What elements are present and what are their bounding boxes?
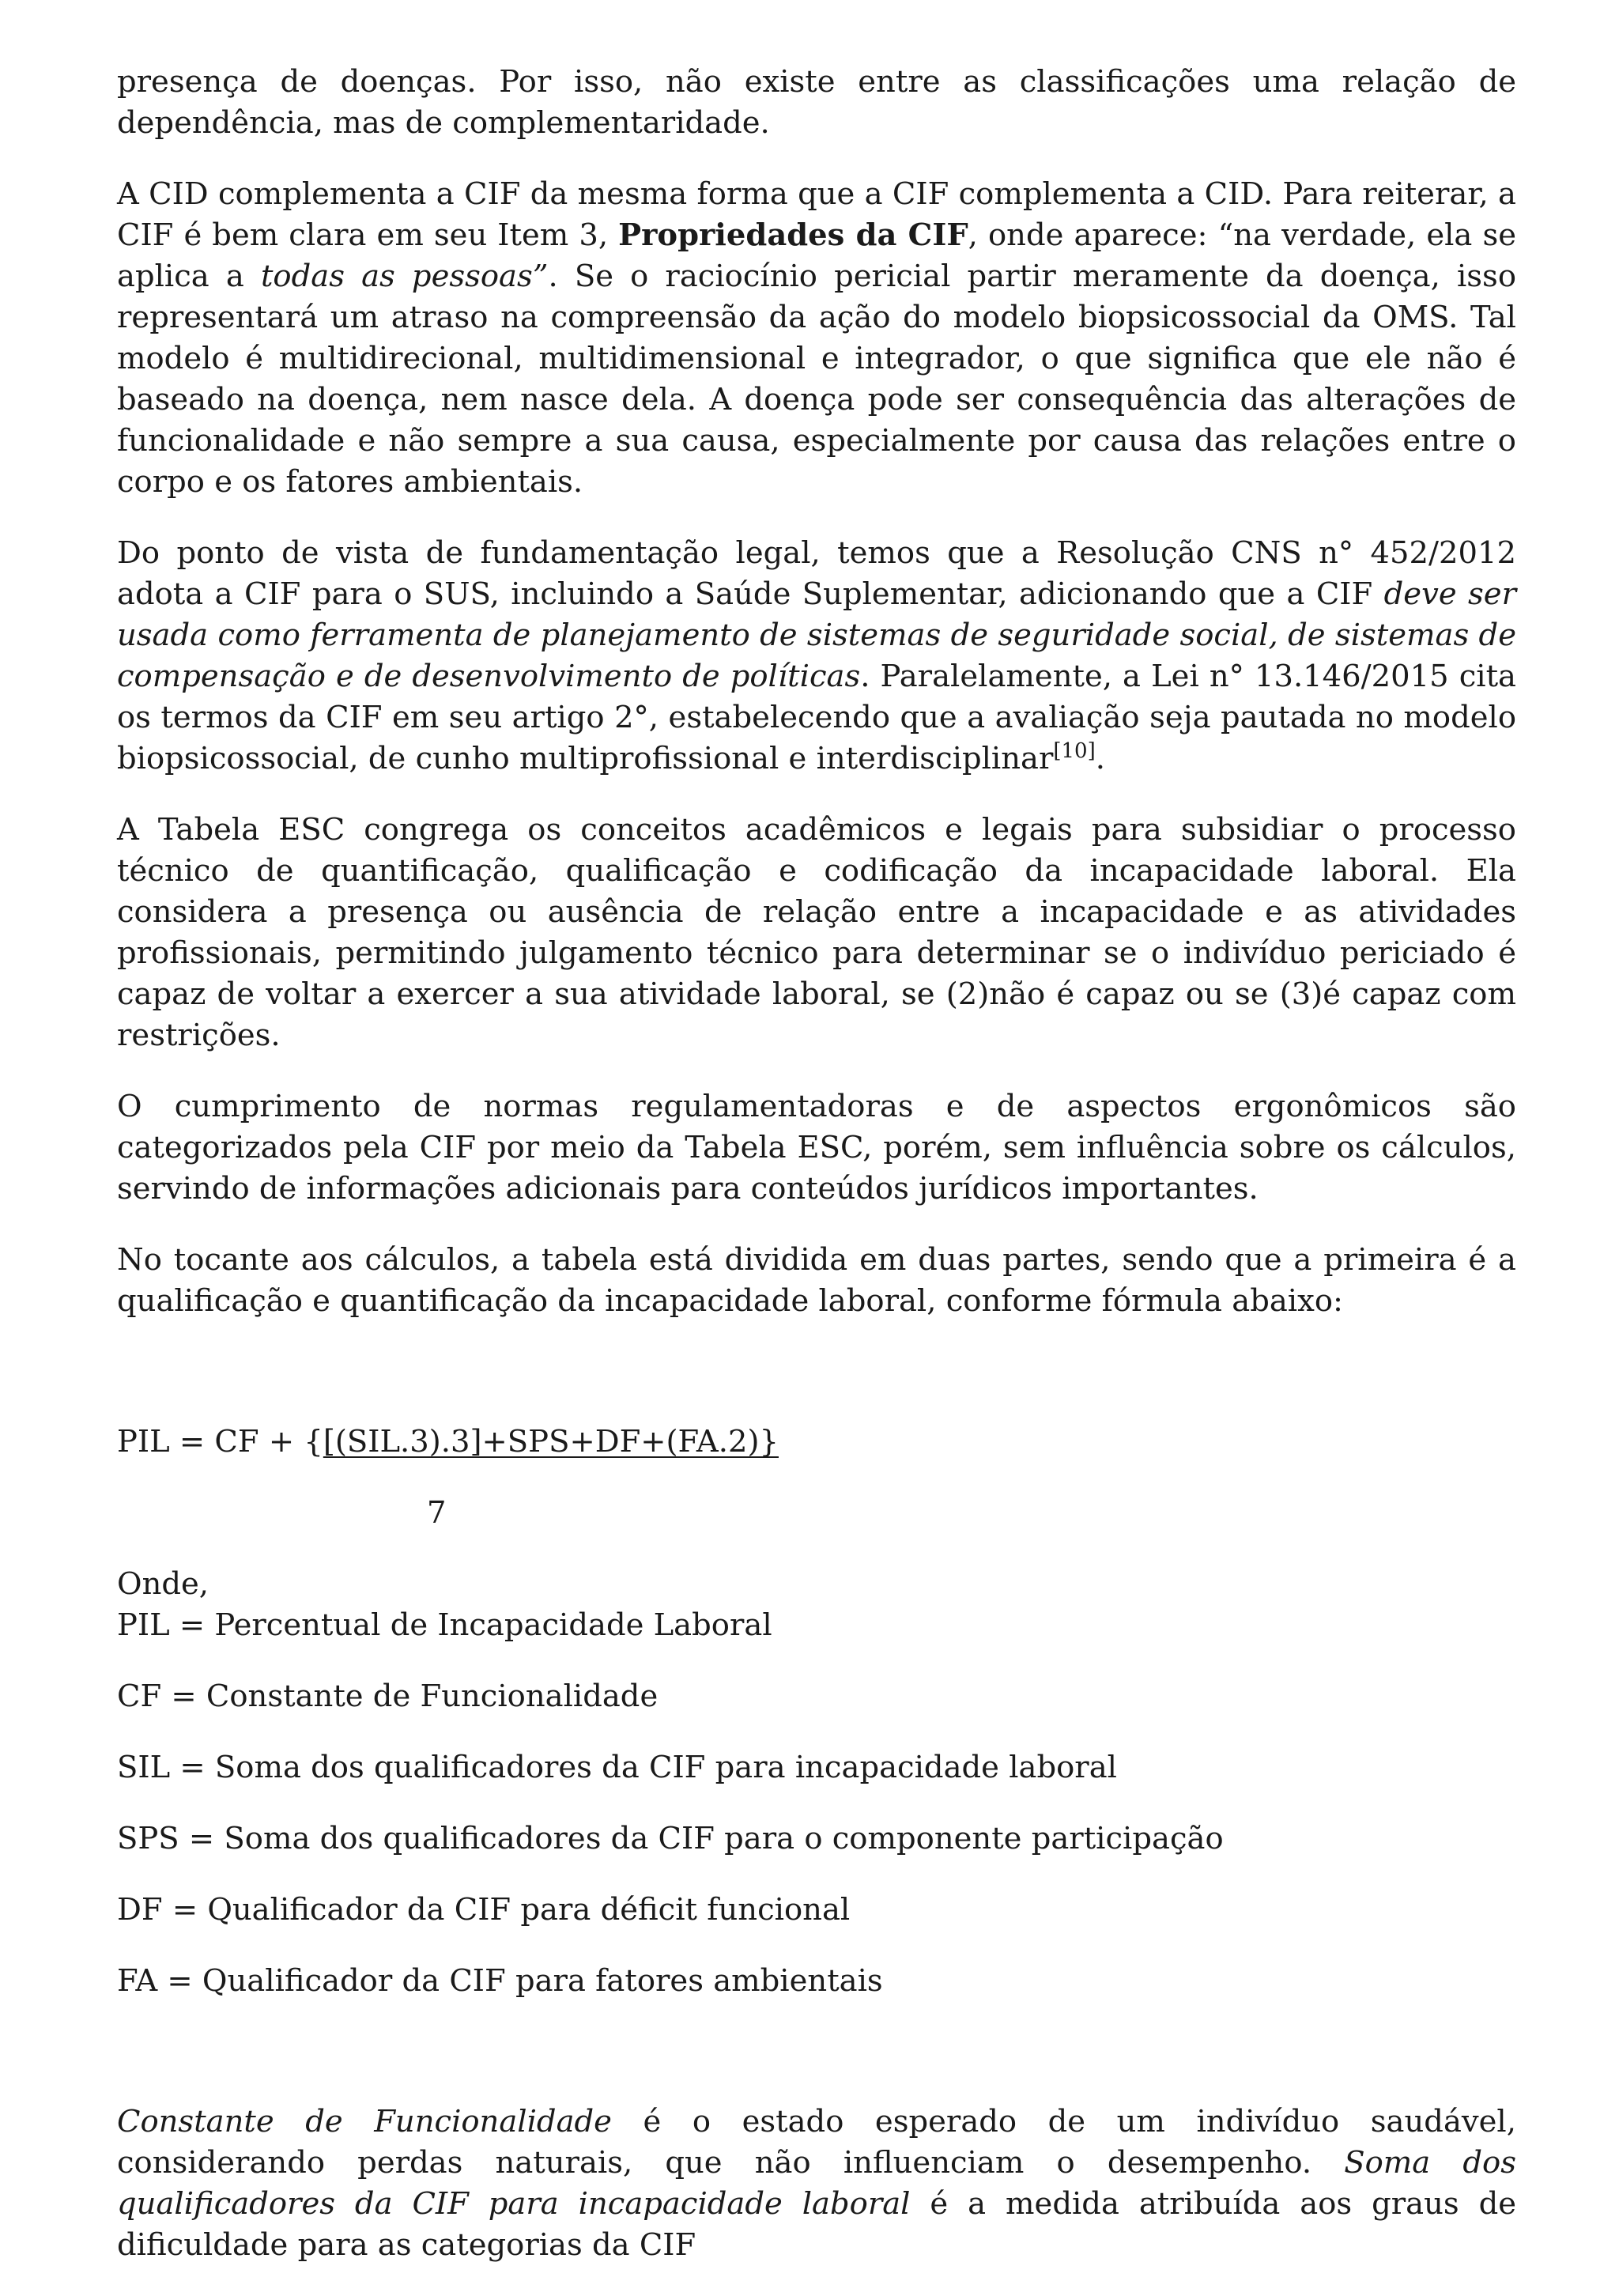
paragraph-closing bbox=[117, 2102, 1516, 2266]
paragraph-text: . bbox=[1095, 741, 1105, 776]
definition-item: PIL = Percentual de Incapacidade Laboral bbox=[117, 1607, 772, 1643]
paragraph-text: é a medida atribuída aos graus de dificuldade para as categorias da CIF bbox=[117, 2186, 1517, 2263]
italic-quote: todas as pessoas” bbox=[260, 259, 549, 294]
italic-term: Soma dos qualificadores da CIF para incapacidade laboral bbox=[117, 2145, 1516, 2222]
formula-numerator: [(SIL.3).3]+SPS+DF+(FA.2)} bbox=[323, 1424, 779, 1460]
definition-item: SIL = Soma dos qualificadores da CIF para incapacidade laboral bbox=[117, 1750, 1117, 1785]
paragraph-complementarity bbox=[117, 62, 1516, 144]
definitions-list bbox=[117, 1564, 1516, 2002]
paragraph-text: presença de doenças. Por isso, não existe entre as classificações uma relação de dependência, mas de complementaridade. bbox=[117, 64, 1516, 141]
italic-quote: deve ser usada como ferramenta de planejamento de sistemas de seguridade social, de sistemas de compensação e de desenvolvimento de políticas bbox=[117, 576, 1516, 694]
definition-item: SPS = Soma dos qualificadores da CIF para o componente participação bbox=[117, 1821, 1224, 1856]
paragraph-cid-cif bbox=[117, 174, 1516, 503]
paragraph-calculos bbox=[117, 1240, 1516, 1322]
paragraph-tabela-esc bbox=[117, 810, 1516, 1056]
italic-term: Constante de Funcionalidade bbox=[117, 2104, 612, 2139]
paragraph-legal-basis bbox=[117, 533, 1516, 780]
definitions-intro: Onde, bbox=[117, 1566, 209, 1602]
definition-item: DF = Qualificador da CIF para déficit funcional bbox=[117, 1892, 851, 1928]
reference-marker: [10] bbox=[1053, 739, 1096, 763]
bold-term: Propriedades da CIF bbox=[618, 217, 968, 253]
document-page bbox=[117, 62, 1516, 2296]
paragraph-text: Do ponto de vista de fundamentação legal, temos que a Resolução CNS n° 452/2012 adota a CIF para o SUS, incluindo a Saúde Suplementar, adicionando que a CIF bbox=[117, 535, 1516, 612]
paragraph-text: A Tabela ESC congrega os conceitos acadêmicos e legais para subsidiar o processo técnico de quantificação, qualificação e codificação da incapacidade laboral. Ela considera a presença ou ausência de relação entre a incapacidade e as atividades profissionais, permitindo julgamento técnico para determinar se o indivíduo periciado é capaz de voltar a exercer a sua atividade laboral, se (2)não é capaz ou se (3)é capaz com restrições. bbox=[117, 812, 1516, 1053]
paragraph-normas bbox=[117, 1086, 1516, 1210]
paragraph-text: . Paralelamente, a Lei n° 13.146/2015 cita os termos da CIF em seu artigo 2°, estabelecendo que a avaliação seja pautada no modelo biopsicossocial, de cunho multiprofissional e interdisciplinar bbox=[117, 659, 1516, 776]
paragraph-text: , onde aparece: “na verdade, ela se aplica a bbox=[117, 217, 1516, 294]
formula-numerator-line bbox=[117, 1422, 1516, 1463]
formula-prefix: PIL = CF + { bbox=[117, 1424, 323, 1460]
paragraph-text: No tocante aos cálculos, a tabela está dividida em duas partes, sendo que a primeira é a qualificação e quantificação da incapacidade laboral, conforme fórmula abaixo: bbox=[117, 1242, 1516, 1319]
definition-item: CF = Constante de Funcionalidade bbox=[117, 1679, 659, 1714]
formula bbox=[117, 1422, 1516, 1534]
paragraph-text: é o estado esperado de um indivíduo saudável, considerando perdas naturais, que não influenciam o desempenho. bbox=[117, 2104, 1516, 2181]
formula-denominator: 7 bbox=[427, 1495, 447, 1531]
definition-item: FA = Qualificador da CIF para fatores ambientais bbox=[117, 1963, 883, 1999]
paragraph-text: O cumprimento de normas regulamentadoras e de aspectos ergonômicos são categorizados pela CIF por meio da Tabela ESC, porém, sem influência sobre os cálculos, servindo de informações adicionais para conteúdos jurídicos importantes. bbox=[117, 1089, 1516, 1207]
paragraph-text: A CID complementa a CIF da mesma forma que a CIF complementa a CID. Para reiterar, a CIF é bem clara em seu Item 3, bbox=[117, 176, 1516, 253]
paragraph-text: . Se o raciocínio pericial partir meramente da doença, isso representará um atraso na compreensão da ação do modelo biopsicossocial da OMS. Tal modelo é multidirecional, multidimensional e integrador, o que significa que ele não é baseado na doença, nem nasce dela. A doença pode ser consequência das alterações de funcionalidade e não sempre a sua causa, especialmente por causa das relações entre o corpo e os fatores ambientais. bbox=[117, 259, 1516, 500]
